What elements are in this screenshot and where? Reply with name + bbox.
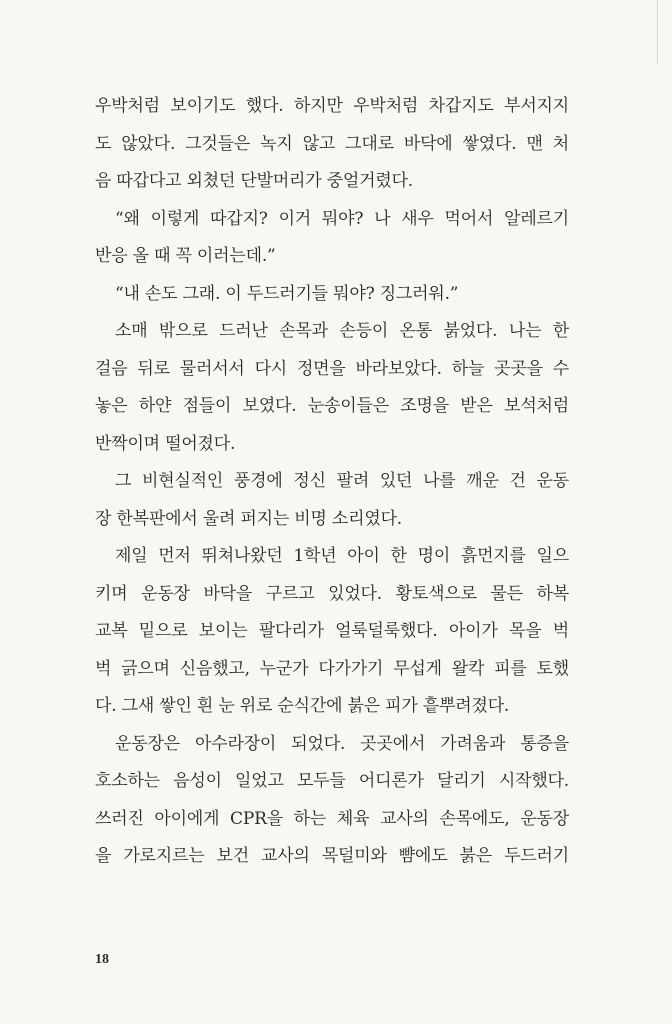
page-edge-line	[657, 0, 658, 64]
text-line: 반응 올 때 꼭 이러는데.”	[95, 246, 276, 266]
text-line: 운동장은 아수라장이 되었다. 곳곳에서 가려움과 통증을	[115, 733, 569, 754]
text-line: 벅 긁으며 신음했고, 누군가 다가가기 무섭게 왈칵 피를 토했	[95, 658, 569, 679]
page-number: 18	[95, 952, 109, 967]
body-text	[95, 88, 569, 876]
text-line: 음 따갑다고 외쳤던 단발머리가 중얼거렸다.	[95, 171, 414, 191]
text-line: 걸음 뒤로 물러서서 다시 정면을 바라보았다. 하늘 곳곳을 수	[95, 358, 569, 379]
text-line: 소매 밖으로 드러난 손목과 손등이 온통 붉었다. 나는 한	[115, 321, 569, 341]
text-line: 호소하는 음성이 일었고 모두들 어디론가 달리기 시작했다.	[95, 771, 569, 791]
text-line: 도 않았다. 그것들은 녹지 않고 그대로 바닥에 쌓였다. 맨 처	[95, 133, 569, 154]
text-line: 우박처럼 보이기도 했다. 하지만 우박처럼 차갑지도 부서지지	[95, 96, 569, 116]
text-line: 장 한복판에서 울려 퍼지는 비명 소리였다.	[95, 508, 402, 529]
text-line: 반짝이며 떨어졌다.	[95, 433, 236, 454]
text-line: 을 가로지르는 보건 교사의 목덜미와 뺨에도 붉은 두드러기	[95, 846, 569, 866]
text-line: 놓은 하얀 점들이 보였다. 눈송이들은 조명을 받은 보석처럼	[95, 396, 569, 416]
text-line: 다. 그새 쌓인 흰 눈 위로 순식간에 붉은 피가 흩뿌려졌다.	[95, 696, 510, 716]
text-line: “왜 이렇게 따갑지? 이거 뭐야? 나 새우 먹어서 알레르기	[115, 208, 569, 229]
text-line: 교복 밑으로 보이는 팔다리가 얼룩덜룩했다. 아이가 목을 벅	[95, 621, 569, 641]
text-line: 쓰러진 아이에게 CPR을 하는 체육 교사의 손목에도, 운동장	[95, 808, 569, 829]
text-line: “내 손도 그래. 이 두드러기들 뭐야? 징그러워.”	[115, 283, 459, 304]
text-line: 제일 먼저 뛰쳐나왔던 1학년 아이 한 명이 흙먼지를 일으	[115, 546, 569, 566]
text-line: 그 비현실적인 풍경에 정신 팔려 있던 나를 깨운 건 운동	[115, 471, 569, 491]
text-line: 키며 운동장 바닥을 구르고 있었다. 황토색으로 물든 하복	[95, 583, 569, 604]
